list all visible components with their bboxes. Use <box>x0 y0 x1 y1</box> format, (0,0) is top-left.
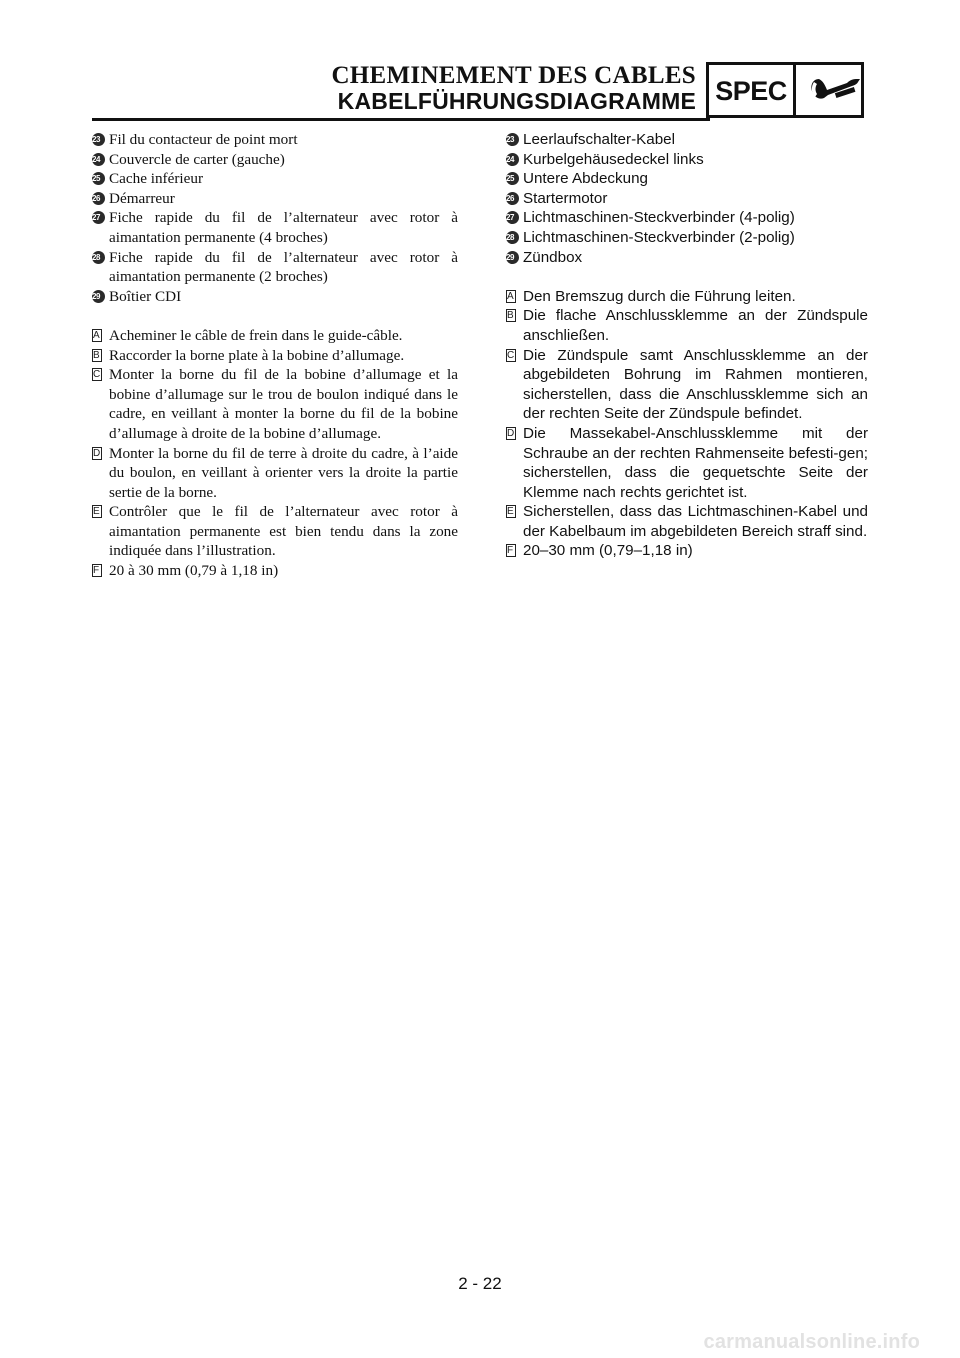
callout-number: 28 <box>506 231 519 244</box>
instruction-item <box>506 424 868 502</box>
list-item <box>92 248 458 287</box>
instruction-text: Die Zündspule samt Anschlussklemme an der abgebildeten Bohrung im Rahmen montieren, sicherstellen, dass die Anschlussklemme sich an der rechten Seite der Zündspule befindet. <box>523 346 868 423</box>
instruction-text: Monter la borne du fil de la bobine d’allumage et la bobine d’allumage sur le trou de boulon indiqué dans le cadre, en veillant à monter la borne du fil de la bobine d’allumage à droite de la bobine d’allumage. <box>109 366 458 442</box>
instruction-text: Raccorder la borne plate à la bobine d’allumage. <box>109 346 405 364</box>
instruction-letter: D <box>507 427 515 439</box>
instruction-item <box>92 561 458 581</box>
instruction-item <box>92 365 458 443</box>
instruction-letter: C <box>93 369 101 381</box>
section-title-french: CHEMINEMENT DES CABLES <box>331 62 696 89</box>
instruction-text: Contrôler que le fil de l’alternateur avec rotor à aimantation permanente est bien tendu dans la zone indiquée dans l’illustration. <box>109 503 458 560</box>
list-item <box>506 150 868 170</box>
part-label: Cache inférieur <box>109 170 204 188</box>
list-item <box>506 208 868 228</box>
list-item <box>92 189 458 209</box>
list-item <box>506 228 868 248</box>
callout-number: 23 <box>92 133 105 146</box>
part-label: Lichtmaschinen-Steckverbinder (2-polig) <box>523 228 795 246</box>
instruction-letter: E <box>506 505 516 518</box>
instruction-text: 20 à 30 mm (0,79 à 1,18 in) <box>109 562 279 580</box>
instruction-letter: A <box>506 290 516 303</box>
instruction-text: Monter la borne du fil de terre à droite du cadre, à l’aide du boulon, en veillant à orienter vers la droite la partie sertie de la borne. <box>109 444 458 501</box>
list-item <box>506 169 868 189</box>
callout-number: 25 <box>92 172 105 185</box>
part-label: Fiche rapide du fil de l’alternateur avec rotor à aimantation permanente (4 broches) <box>109 209 458 246</box>
instruction-letter: F <box>92 564 102 577</box>
french-column <box>92 130 458 581</box>
instruction-text: Sicherstellen, dass das Lichtmaschinen-Kabel und der Kabelbaum im abgebildeten Bereich straff sind. <box>523 503 868 540</box>
instruction-letter: A <box>92 329 102 342</box>
instruction-item <box>92 346 458 366</box>
part-label: Fiche rapide du fil de l’alternateur avec rotor à aimantation permanente (2 broches) <box>109 248 458 286</box>
instruction-letter: B <box>92 349 102 362</box>
list-item <box>506 248 868 268</box>
instruction-item <box>506 287 868 307</box>
part-label: Fil du contacteur de point mort <box>109 131 298 148</box>
site-watermark: carmanualsonline.info <box>703 1331 920 1353</box>
callout-number: 27 <box>92 211 105 224</box>
callout-number: 24 <box>92 153 105 166</box>
section-title-german: KABELFÜHRUNGSDIAGRAMME <box>337 88 696 114</box>
callout-number: 23 <box>506 133 519 146</box>
callout-number: 29 <box>506 251 519 264</box>
part-label: Lichtmaschinen-Steckverbinder (4-polig) <box>523 209 795 227</box>
list-item <box>92 150 458 170</box>
instruction-letter: F <box>506 544 516 557</box>
instruction-letter: C <box>507 349 515 361</box>
instruction-item <box>506 541 868 561</box>
callout-number: 28 <box>92 251 105 264</box>
callout-number: 27 <box>506 211 519 224</box>
callout-number: 26 <box>506 192 519 205</box>
callout-number: 26 <box>92 192 105 205</box>
part-label: Couvercle de carter (gauche) <box>109 150 285 168</box>
spec-section-tab <box>706 62 864 118</box>
german-column <box>506 130 868 561</box>
instruction-letter: D <box>93 447 101 459</box>
instruction-text: Die flache Anschlussklemme an der Zündspule anschließen. <box>523 307 868 344</box>
instruction-item <box>506 502 868 541</box>
wrench-tool-icon <box>805 73 863 109</box>
list-item <box>506 189 868 209</box>
instruction-item <box>92 502 458 561</box>
list-item <box>92 169 458 189</box>
instruction-letter: B <box>506 309 516 322</box>
instruction-item <box>506 306 868 345</box>
part-label: Untere Abdeckung <box>523 170 648 188</box>
instruction-item <box>92 444 458 503</box>
instruction-item <box>92 326 458 346</box>
callout-number: 24 <box>506 153 519 166</box>
callout-number: 29 <box>92 290 105 303</box>
part-label: Boîtier CDI <box>109 287 182 305</box>
spec-divider <box>793 65 796 115</box>
header-rule <box>92 118 710 121</box>
list-item <box>92 130 458 150</box>
instruction-text: 20–30 mm (0,79–1,18 in) <box>523 542 693 560</box>
instruction-text: Acheminer le câble de frein dans le guide-câble. <box>109 326 403 344</box>
part-label: Kurbelgehäusedeckel links <box>523 150 704 168</box>
instruction-item <box>506 346 868 424</box>
instruction-text: Den Bremszug durch die Führung leiten. <box>523 287 796 305</box>
page-number: 2 - 22 <box>458 1274 502 1293</box>
part-label: Zündbox <box>523 248 583 266</box>
callout-number: 25 <box>506 172 519 185</box>
part-label: Leerlaufschalter-Kabel <box>523 131 675 148</box>
list-item <box>92 208 458 247</box>
instruction-text: Die Massekabel-Anschlussklemme mit der Schraube an der rechten Rahmenseite befesti-gen; sicherstellen, dass die gequetschte Seite der Klemme nach rechts gerichtet ist. <box>523 424 868 501</box>
spec-label: SPEC <box>715 76 787 106</box>
list-item <box>506 130 868 150</box>
instruction-letter: E <box>92 505 102 518</box>
part-label: Startermotor <box>523 189 608 207</box>
list-item <box>92 287 458 307</box>
part-label: Démarreur <box>109 189 175 207</box>
